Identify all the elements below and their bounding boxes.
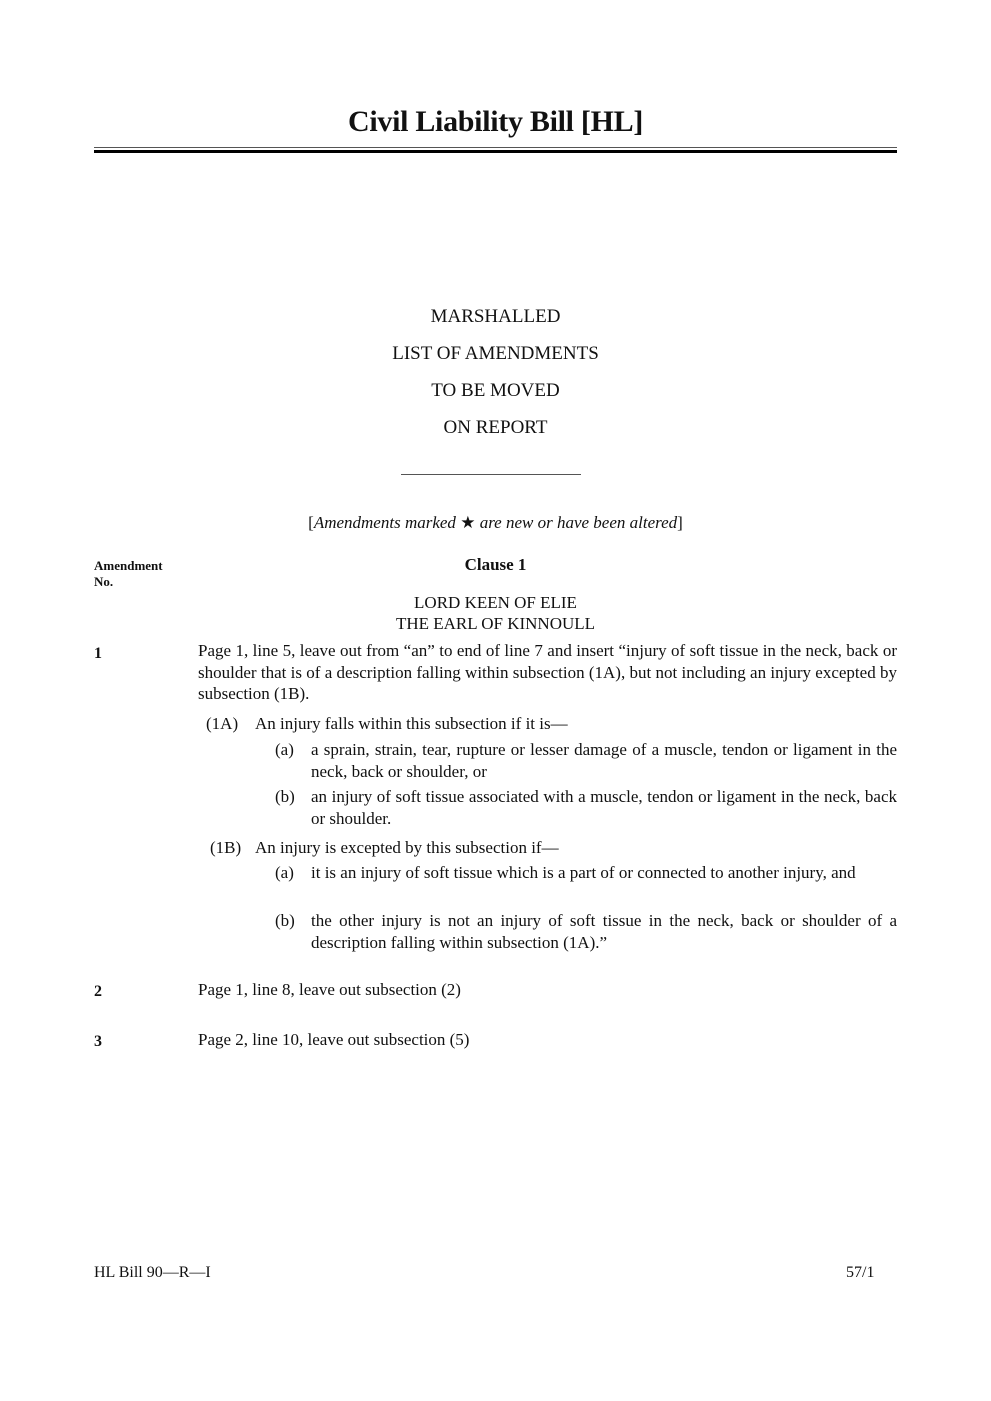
item-text: an injury of soft tissue associated with a muscle, tendon or ligament in the neck, back or shoulder.	[311, 787, 897, 828]
mover-1: LORD KEEN OF ELIE	[414, 593, 577, 612]
heading-line-4: ON REPORT	[443, 417, 548, 438]
heading-line-3: TO BE MOVED	[431, 380, 560, 401]
amendment-1-text: Page 1, line 5, leave out from “an” to end of line 7 and insert “injury of soft tissue in the neck, back or shoulder that is of a description falling within subsection (1A), but not including an injury excepted by subsection (1B).	[198, 641, 897, 703]
page-reference: 57/1	[846, 1264, 875, 1281]
item-label: (b)	[275, 911, 295, 930]
heading-divider	[401, 474, 581, 475]
amendments-notice	[0, 513, 991, 533]
item-text: the other injury is not an injury of soft tissue in the neck, back or shoulder of a description falling within subsection (1A).”	[311, 911, 897, 952]
amendment-number-3: 3	[94, 1033, 102, 1050]
notice-close-bracket: ]	[677, 513, 683, 532]
column-label-line-2: No.	[94, 574, 114, 589]
title-rule-thin	[94, 147, 897, 148]
star-icon: ★	[460, 513, 476, 532]
subsection-1A-item-a	[275, 739, 897, 782]
subsection-1B	[210, 837, 559, 859]
title-rule-thick	[94, 150, 897, 153]
notice-open-bracket: [	[308, 513, 314, 532]
heading-line-2: LIST OF AMENDMENTS	[392, 343, 599, 364]
subsection-1A-text: An injury falls within this subsection if it is—	[255, 714, 568, 733]
mover-2: THE EARL OF KINNOULL	[395, 614, 596, 633]
subsection-1B-text: An injury is excepted by this subsection if—	[255, 838, 559, 857]
item-text: it is an injury of soft tissue which is a part of or connected to another injury, and	[311, 863, 856, 882]
item-label: (a)	[275, 863, 294, 882]
notice-text-before: Amendments marked	[313, 513, 461, 532]
bill-reference: HL Bill 90—R—I	[94, 1264, 211, 1281]
amendment-number-2: 2	[94, 983, 102, 1000]
column-label-line-1: Amendment	[94, 558, 163, 573]
item-label: (b)	[275, 787, 295, 806]
amendment-3-text: Page 2, line 10, leave out subsection (5)	[198, 1030, 470, 1049]
amendment-number-1: 1	[94, 645, 102, 662]
heading-line-1: MARSHALLED	[430, 306, 561, 327]
movers	[0, 592, 991, 634]
clause-heading: Clause 1	[464, 555, 527, 574]
notice-text-after: are new or have been altered	[475, 513, 678, 532]
subsection-1A	[206, 713, 568, 735]
subsection-1B-item-a	[275, 862, 897, 884]
subsection-1B-item-b	[275, 910, 897, 953]
document-title: Civil Liability Bill [HL]	[347, 105, 644, 138]
item-label: (a)	[275, 740, 294, 759]
subsection-1A-label: (1A)	[206, 714, 239, 733]
item-text: a sprain, strain, tear, rupture or lesser damage of a muscle, tendon or ligament in the neck, back or shoulder, or	[311, 740, 897, 781]
amendment-2-text: Page 1, line 8, leave out subsection (2)	[198, 980, 461, 999]
subsection-1A-item-b	[275, 786, 897, 829]
subsection-1B-label: (1B)	[210, 838, 242, 857]
